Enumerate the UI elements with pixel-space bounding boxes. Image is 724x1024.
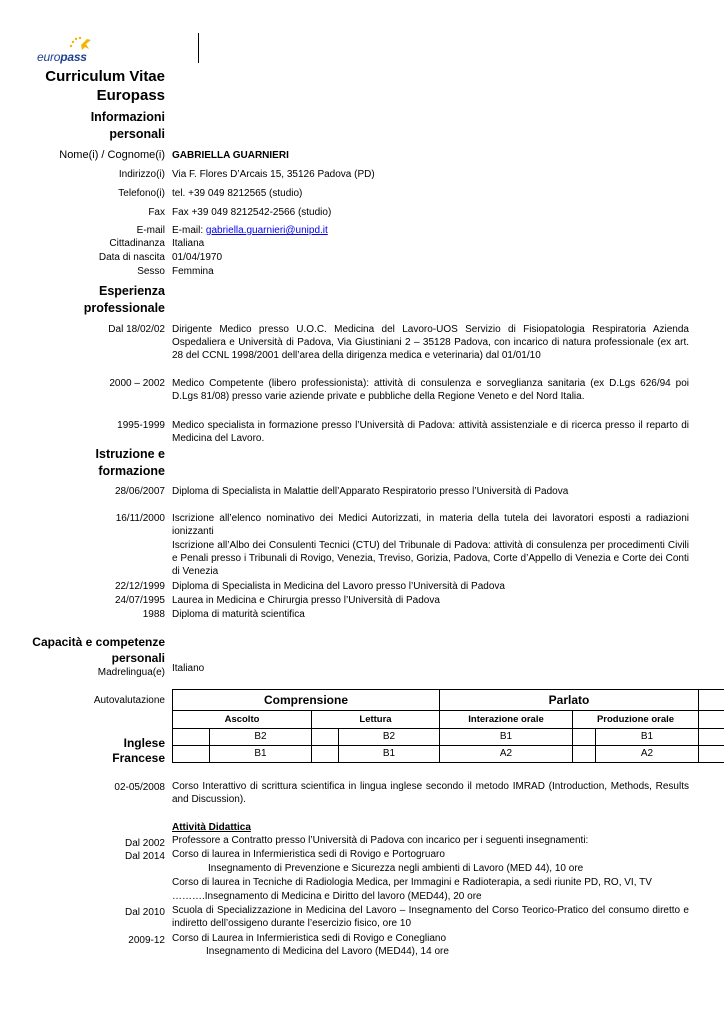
sub-production: Produzione orale bbox=[572, 710, 699, 729]
birthdate-value: 01/04/1970 bbox=[172, 252, 223, 263]
sex-value: Femmina bbox=[172, 266, 214, 277]
english-reading: B2 bbox=[338, 728, 440, 746]
europass-logo bbox=[33, 36, 103, 66]
grid-cell bbox=[172, 728, 210, 746]
teaching-line: Corso di Laurea in Infermieristica sedi di Rovigo e Conegliano bbox=[172, 933, 447, 944]
teaching-line: Professore a Contratto presso l’Università di Padova con incarico per i seguenti insegnamenti: bbox=[172, 835, 589, 846]
language-name: Inglese bbox=[123, 736, 165, 750]
education-text: Diploma di Specialista in Medicina del Lavoro presso l’Università di Padova bbox=[172, 581, 505, 592]
teaching-line: Corso di laurea in Infermieristica sedi di Rovigo e Portogruaro bbox=[172, 849, 445, 860]
grid-cell bbox=[572, 728, 596, 746]
course-text: Corso Interattivo di scrittura scientifica in lingua inglese secondo il metodo IMRAD (Introduction, Methods, Results and Discussion). bbox=[172, 781, 689, 805]
sub-interaction: Interazione orale bbox=[439, 710, 573, 729]
fax-value: Fax +39 049 8212542-2566 (studio) bbox=[172, 207, 332, 218]
language-name: Francese bbox=[112, 751, 165, 765]
experience-date: 1995-1999 bbox=[117, 420, 165, 431]
experience-date: 2000 – 2002 bbox=[109, 378, 165, 389]
grid-cell bbox=[698, 745, 724, 763]
teaching-date: 2009-12 bbox=[128, 935, 165, 946]
experience-date: Dal 18/02/02 bbox=[108, 324, 165, 335]
cv-title-line2: Europass bbox=[96, 87, 165, 104]
teaching-date: Dal 2014 bbox=[124, 851, 165, 862]
personal-heading-line1: Informazioni bbox=[90, 110, 165, 124]
french-listening: B1 bbox=[209, 745, 312, 763]
col-understanding: Comprensione bbox=[172, 689, 440, 711]
teaching-line: ……….Insegnamento di Medicina e Diritto del lavoro (MED44), 20 ore bbox=[172, 891, 482, 902]
cv-title-line1: Curriculum Vitae bbox=[45, 68, 165, 85]
english-listening: B2 bbox=[209, 728, 312, 746]
education-text: Laurea in Medicina e Chirurgia presso l’Università di Padova bbox=[172, 595, 440, 606]
grid-cell bbox=[698, 728, 724, 746]
grid-cell bbox=[172, 745, 210, 763]
address-value: Via F. Flores D’Arcais 15, 35126 Padova (PD) bbox=[172, 169, 375, 180]
education-text: Diploma di maturità scientifica bbox=[172, 609, 305, 620]
sex-label: Sesso bbox=[137, 266, 165, 277]
teaching-date: Dal 2010 bbox=[124, 907, 165, 918]
grid-cell bbox=[698, 689, 724, 711]
education-text: Iscrizione all’Albo dei Consulenti Tecnici (CTU) del Tribunale di Padova: attività di consulenza per procedimenti Civili e Penali presso i Tribunali di Rovigo, Venezia, Treviso, Gorizia, Padova, Corte d’Appello di Venezia e Corte dei Conti di Venezia bbox=[172, 540, 689, 577]
education-heading-line1: Istruzione e bbox=[95, 447, 165, 461]
education-text: Diploma di Specialista in Malattie dell’Apparato Respiratorio presso l’Università di Padova bbox=[172, 486, 569, 497]
citizenship-label: Cittadinanza bbox=[109, 238, 165, 249]
self-evaluation-label: Autovalutazione bbox=[93, 695, 165, 706]
english-interaction: B1 bbox=[439, 728, 573, 746]
language-grid bbox=[172, 689, 724, 764]
education-date: 24/07/1995 bbox=[114, 595, 165, 606]
education-date: 1988 bbox=[142, 609, 165, 620]
email-link[interactable]: gabriella.guarnieri@unipd.it bbox=[205, 225, 328, 236]
education-date: 22/12/1999 bbox=[114, 581, 165, 592]
teaching-line: Scuola di Specializzazione in Medicina del Lavoro – Insegnamento del Corso Teorico-Pratico del consumo diretto e indiretto dell’ossigeno durante l’esercizio fisico, ore 10 bbox=[172, 905, 689, 929]
experience-text: Dirigente Medico presso U.O.C. Medicina del Lavoro-UOS Servizio di Fisiopatologia Respiratoria Azienda Ospedaliera e Università di Padova, Via Giustiniani 2 – 35128 Padova, con incarico di natura professionale (ex art. 28 del CCNL 1998/2001 dell’area della dirigenza medica e veterinaria) dal 01/01/10 bbox=[172, 324, 689, 361]
grid-cell bbox=[572, 745, 596, 763]
experience-text: Medico specialista in formazione presso l’Università di Padova: attività assistenziale e di ricerca presso il reparto di Medicina del Lavoro. bbox=[172, 420, 689, 444]
french-interaction: A2 bbox=[439, 745, 573, 763]
email-value: E-mail: gabriella.guarnieri@unipd.it bbox=[172, 225, 328, 236]
mother-tongue-label: Madrelingua(e) bbox=[97, 667, 165, 678]
teaching-line: Insegnamento di Prevenzione e Sicurezza negli ambienti di Lavoro (MED 44), 10 ore bbox=[208, 863, 584, 874]
phone-label: Telefono(i) bbox=[118, 188, 165, 199]
birthdate-label: Data di nascita bbox=[98, 252, 165, 263]
email-label: E-mail bbox=[136, 225, 165, 236]
name-label: Nome(i) / Cognome(i) bbox=[59, 149, 165, 161]
phone-value: tel. +39 049 8212565 (studio) bbox=[172, 188, 303, 199]
grid-cell bbox=[311, 745, 339, 763]
education-date: 28/06/2007 bbox=[114, 486, 165, 497]
french-reading: B1 bbox=[338, 745, 440, 763]
citizenship-value: Italiana bbox=[172, 238, 205, 249]
french-production: A2 bbox=[595, 745, 699, 763]
experience-text: Medico Competente (libero professionista): attività di consulenza e sorveglianza sanitaria (ex D.Lgs 626/94 poi D.Lgs 81/08) presso varie aziende private e pubbliche della Regione Veneto e del Nord Italia. bbox=[172, 378, 689, 402]
col-speaking: Parlato bbox=[439, 689, 699, 711]
personal-heading-line2: personali bbox=[109, 127, 165, 141]
teaching-line: Corso di laurea in Tecniche di Radiologia Medica, per Immagini e Radioterapia, a sedi riunite PD, RO, VI, TV bbox=[172, 877, 652, 888]
sub-reading: Lettura bbox=[311, 710, 440, 729]
address-label: Indirizzo(i) bbox=[118, 169, 165, 180]
teaching-heading: Attività Didattica bbox=[172, 822, 251, 833]
mother-tongue-value: Italiano bbox=[172, 663, 205, 674]
experience-heading-line2: professionale bbox=[83, 301, 165, 315]
experience-heading-line1: Esperienza bbox=[98, 284, 165, 298]
english-production: B1 bbox=[595, 728, 699, 746]
header-divider bbox=[198, 33, 199, 63]
europass-logo-text: europass bbox=[37, 50, 87, 64]
course-date: 02-05/2008 bbox=[114, 782, 165, 793]
grid-cell bbox=[698, 710, 724, 729]
name-value: GABRIELLA GUARNIERI bbox=[172, 150, 289, 161]
education-date: 16/11/2000 bbox=[115, 513, 165, 524]
teaching-line: Insegnamento di Medicina del Lavoro (MED44), 14 ore bbox=[206, 946, 449, 957]
fax-label: Fax bbox=[148, 207, 165, 218]
education-heading-line2: formazione bbox=[98, 464, 165, 478]
sub-listening: Ascolto bbox=[172, 710, 312, 729]
skills-heading-line2: personali bbox=[111, 651, 165, 665]
grid-cell bbox=[311, 728, 339, 746]
education-text: Iscrizione all’elenco nominativo dei Medici Autorizzati, in materia della tutela dei lavoratori esposti a radiazioni ionizzanti bbox=[172, 513, 689, 537]
skills-heading-line1: Capacità e competenze bbox=[32, 635, 165, 649]
teaching-date: Dal 2002 bbox=[124, 838, 165, 849]
